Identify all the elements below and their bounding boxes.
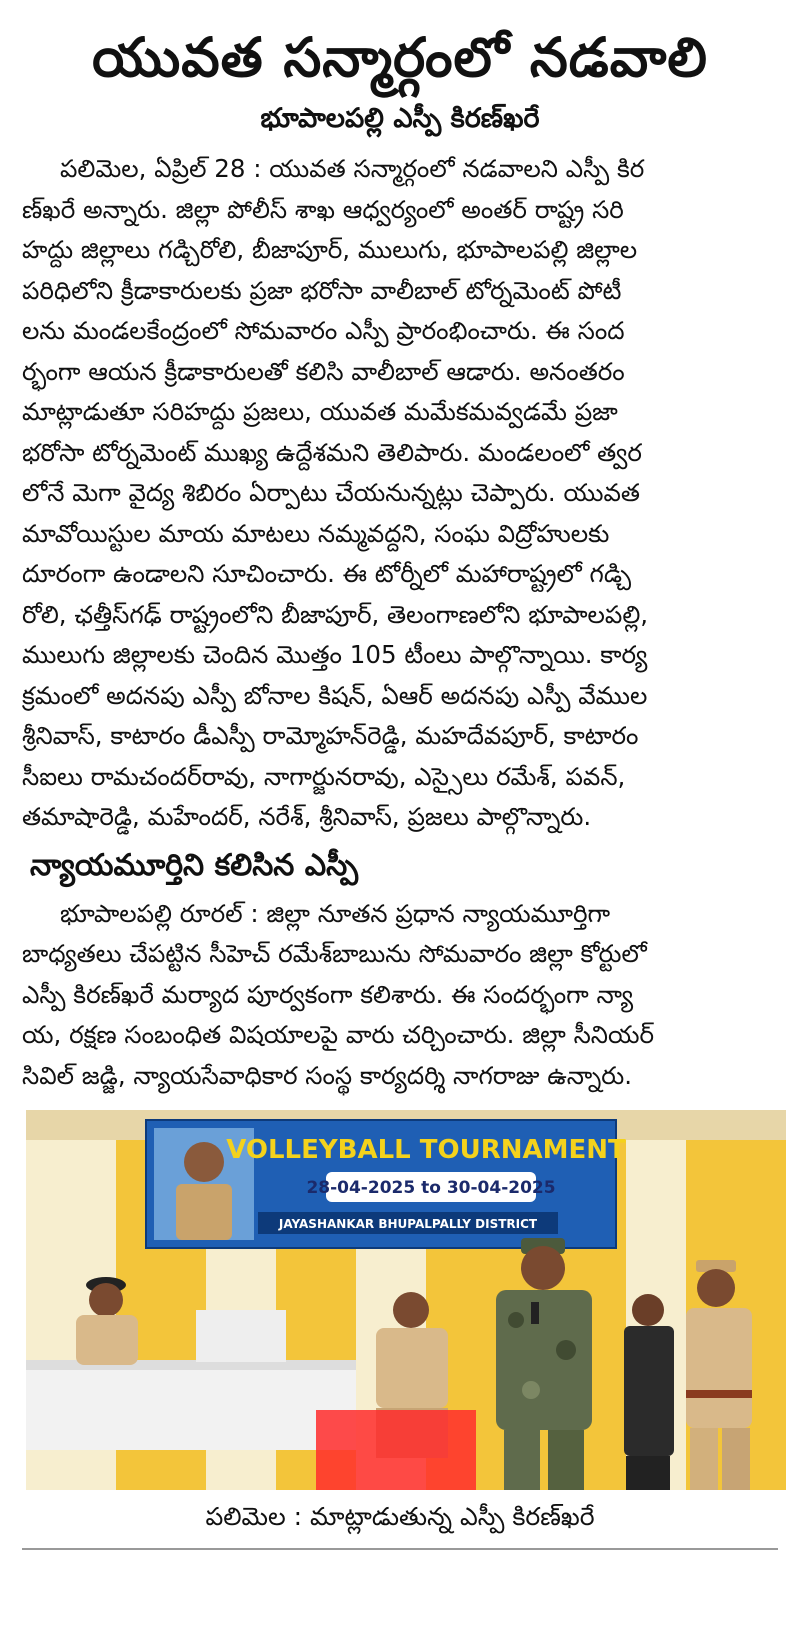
banner-dates: 28-04-2025 to 30-04-2025 — [306, 1178, 556, 1199]
subheadline: భూపాలపల్లి ఎస్పీ కిరణ్‌ఖరే — [260, 103, 540, 135]
text-line: భూపాలపల్లి రూరల్ : జిల్లా నూతన ప్రధాన న్యాయమూర్తిగా — [60, 898, 611, 928]
section2-heading: న్యాయమూర్తిని కలిసిన ఎస్పీ — [30, 847, 359, 883]
text-line: క్రమంలో అదనపు ఎస్పీ బోనాల కిషన్, ఏఆర్ అదనపు ఎస్పీ వేముల — [22, 680, 648, 710]
headline: యువత సన్మార్గంలో నడవాలి — [92, 26, 708, 89]
text-line: ణ్‌ఖరే అన్నారు. జిల్లా పోలీస్ శాఖ ఆధ్వర్యంలో అంతర్ రాష్ట్ర సరి — [22, 194, 624, 224]
tournament-banner — [146, 1120, 626, 1248]
text-line: సివిల్ జడ్జి, న్యాయసేవాధికార సంస్థ కార్యదర్శి నాగరాజు ఉన్నారు. — [22, 1060, 633, 1090]
text-line: రోలి, ఛత్తీస్‌గఢ్ రాష్ట్రంలోని బీజాపూర్, తెలంగాణలోని భూపాలపల్లి, — [22, 599, 649, 629]
text-line: శ్రీనివాస్, కాటారం డీఎస్పీ రామ్మోహన్‌రెడ్డి, మహదేవపూర్, కాటారం — [22, 721, 639, 751]
text-line: బాధ్యతలు చేపట్టిన సీహెచ్ రమేశ్‌బాబును సోమవారం జిల్లా కోర్టులో — [22, 939, 647, 969]
bottom-rule — [22, 1548, 778, 1550]
text-line: సీఐలు రామచందర్‌రావు, నాగార్జునరావు, ఎస్సైలు రమేశ్, పవన్, — [22, 761, 626, 791]
text-line: తమాషారెడ్డి, మహేందర్, నరేశ్, శ్రీనివాస్, ప్రజలు పాల్గొన్నారు. — [22, 802, 592, 832]
banner-org: JAYASHANKAR BHUPALPALLY DISTRICT — [278, 1217, 538, 1232]
banner-title: VOLLEYBALL TOURNAMENT — [226, 1135, 626, 1166]
photo-caption: పలిమెల : మాట్లాడుతున్న ఎస్పీ కిరణ్‌ఖరే — [205, 1502, 595, 1532]
text-line: మావోయిస్టుల మాయ మాటలు నమ్మవద్దని, సంఘ విద్రోహులకు — [22, 518, 610, 548]
news-photo — [26, 1110, 786, 1490]
table-cloth — [26, 1360, 356, 1450]
text-line: దూరంగా ఉండాలని సూచించారు. ఈ టోర్నీలో మహారాష్ట్రలో గడ్చి — [22, 559, 632, 589]
text-line: ములుగు జిల్లాలకు చెందిన మొత్తం 105 టీంలు పాల్గొన్నాయి. కార్య — [22, 640, 648, 670]
text-line: లోనే మెగా వైద్య శిబిరం ఏర్పాటు చేయనున్నట్లు చెప్పారు. యువత — [22, 478, 640, 508]
text-line: హద్దు జిల్లాలు గడ్చిరోలి, బీజాపూర్, ములుగు, భూపాలపల్లి జిల్లాల — [22, 235, 638, 265]
microphone-icon — [531, 1302, 539, 1324]
text-line: ర్భంగా ఆయన క్రీడాకారులతో కలిసి వాలీబాల్ ఆడారు. అనంతరం — [22, 356, 625, 386]
text-line: య, రక్షణ సంబంధిత విషయాలపై వారు చర్చించారు. జిల్లా సీనియర్ — [22, 1020, 655, 1050]
text-line: ఎస్పీ కిరణ్‌ఖరే మర్యాద పూర్వకంగా కలిశారు. ఈ సందర్భంగా న్యా — [22, 979, 634, 1009]
text-line: పరిధిలోని క్రీడాకారులకు ప్రజా భరోసా వాలీబాల్ టోర్నమెంట్ పోటీ — [22, 275, 622, 305]
story-secondary-body — [22, 894, 778, 1097]
text-line: మాట్లాడుతూ సరిహద్దు ప్రజలు, యువత మమేకమవ్వడమే ప్రజా — [22, 397, 618, 427]
text-line: పలిమెల, ఏప్రిల్ 28 : యువత సన్మార్గంలో నడవాలని ఎస్పీ కిర — [60, 154, 645, 184]
text-line: లను మండలకేంద్రంలో సోమవారం ఎస్పీ ప్రారంభించారు. ఈ సంద — [22, 316, 625, 346]
story-main-body — [22, 149, 778, 838]
text-line: భరోసా టోర్నమెంట్ ముఖ్య ఉద్దేశమని తెలిపారు. మండలంలో త్వర — [22, 437, 642, 467]
